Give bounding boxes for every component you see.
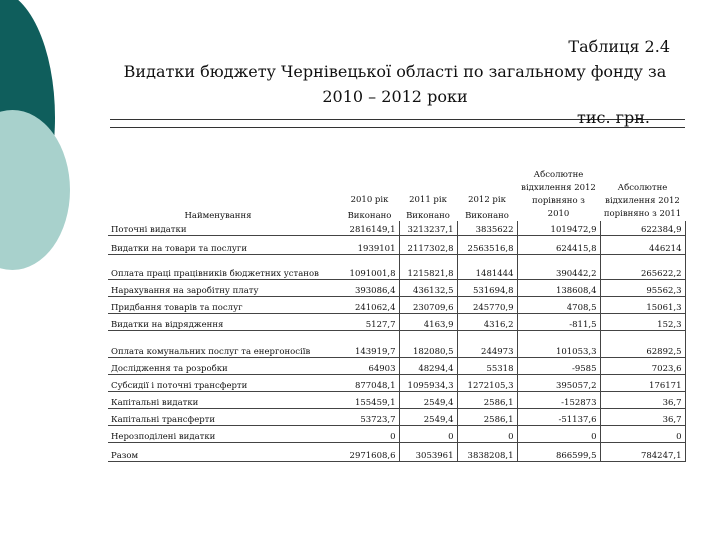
row-gap	[328, 313, 340, 330]
cell-2012: 0	[457, 425, 517, 442]
cell-2011: 0	[399, 425, 457, 442]
header-abs-2010: Абсолютне відхилення 2012 порівняно з 2010	[521, 170, 596, 219]
table-row	[108, 254, 685, 279]
cell-2011: 436132,5	[399, 279, 457, 296]
row-name: Субсидії і поточні трансферти	[108, 374, 328, 391]
cell-2011: 1215821,8	[399, 254, 457, 279]
cell-2012: 245770,9	[457, 296, 517, 313]
row-name: Капітальні трансферти	[108, 408, 328, 425]
table-row	[108, 279, 685, 296]
row-gap	[328, 235, 340, 254]
row-gap	[328, 425, 340, 442]
cell-abs-2011: 176171	[600, 374, 685, 391]
row-name: Нарахування на заробітну плату	[108, 279, 328, 296]
cell-abs-2010: 1019472,9	[517, 221, 600, 235]
unit-label: тис. грн.	[576, 108, 650, 127]
cell-2010: 1939101	[340, 235, 399, 254]
cell-2010: 877048,1	[340, 374, 399, 391]
header-2010: 2010 рік	[350, 195, 389, 205]
cell-2010: 143919,7	[340, 330, 399, 357]
header-done-2012: Виконано	[465, 211, 509, 221]
header-2012: 2012 рік	[468, 195, 506, 205]
row-gap	[328, 254, 340, 279]
cell-abs-2011: 784247,1	[600, 442, 685, 461]
cell-2011: 2549,4	[399, 391, 457, 408]
cell-abs-2011: 36,7	[600, 391, 685, 408]
row-name: Нерозподілені видатки	[108, 425, 328, 442]
cell-2010: 0	[340, 425, 399, 442]
row-gap	[328, 408, 340, 425]
cell-abs-2010: 101053,3	[517, 330, 600, 357]
row-gap	[328, 391, 340, 408]
row-gap	[328, 296, 340, 313]
cell-2012: 3838208,1	[457, 442, 517, 461]
page-title: Видатки бюджету Чернівецької області по загальному фонду за	[123, 62, 667, 81]
cell-abs-2011: 36,7	[600, 408, 685, 425]
header-2011: 2011 рік	[409, 195, 447, 205]
cell-2011: 48294,4	[399, 357, 457, 374]
cell-abs-2011: 15061,3	[600, 296, 685, 313]
divider	[110, 127, 685, 128]
header-done-2011: Виконано	[406, 211, 450, 221]
cell-2010: 2816149,1	[340, 221, 399, 235]
cell-abs-2011: 265622,2	[600, 254, 685, 279]
table-row	[108, 330, 685, 357]
row-gap	[328, 221, 340, 235]
cell-abs-2011: 95562,3	[600, 279, 685, 296]
header-name: Найменування	[184, 211, 252, 221]
cell-abs-2011: 622384,9	[600, 221, 685, 235]
cell-2012: 1481444	[457, 254, 517, 279]
cell-abs-2011: 7023,6	[600, 357, 685, 374]
table-row	[108, 374, 685, 391]
cell-abs-2010: 624415,8	[517, 235, 600, 254]
cell-2011: 3213237,1	[399, 221, 457, 235]
row-name: Оплата праці працівників бюджетних установ	[108, 254, 328, 279]
row-gap	[328, 330, 340, 357]
cell-2011: 3053961	[399, 442, 457, 461]
cell-abs-2010: -51137,6	[517, 408, 600, 425]
cell-abs-2010: 138608,4	[517, 279, 600, 296]
row-name: Оплата комунальних послуг та енергоносіїв	[108, 330, 328, 357]
cell-2012: 2586,1	[457, 408, 517, 425]
cell-2012: 55318	[457, 357, 517, 374]
table-row	[108, 235, 685, 254]
row-gap	[328, 357, 340, 374]
header-abs-2011: Абсолютне відхилення 2012 порівняно з 2011	[603, 183, 682, 219]
cell-2011: 230709,6	[399, 296, 457, 313]
cell-2010: 1091001,8	[340, 254, 399, 279]
cell-2010: 2971608,6	[340, 442, 399, 461]
table-row	[108, 357, 685, 374]
cell-2011: 4163,9	[399, 313, 457, 330]
cell-2011: 1095934,3	[399, 374, 457, 391]
cell-2010: 64903	[340, 357, 399, 374]
table-row	[108, 221, 685, 235]
cell-2012: 3835622	[457, 221, 517, 235]
cell-abs-2010: -9585	[517, 357, 600, 374]
cell-2012: 244973	[457, 330, 517, 357]
cell-2010: 155459,1	[340, 391, 399, 408]
decorative-light-circle	[0, 110, 70, 270]
row-name: Дослідження та розробки	[108, 357, 328, 374]
row-name: Видатки на відрядження	[108, 313, 328, 330]
cell-2011: 2117302,8	[399, 235, 457, 254]
cell-2012: 2586,1	[457, 391, 517, 408]
cell-2012: 531694,8	[457, 279, 517, 296]
budget-table	[108, 145, 686, 462]
table-row	[108, 391, 685, 408]
cell-abs-2010: 390442,2	[517, 254, 600, 279]
row-name: Разом	[108, 442, 328, 461]
cell-2011: 182080,5	[399, 330, 457, 357]
table-row	[108, 296, 685, 313]
row-name: Поточні видатки	[108, 221, 328, 235]
row-name: Капітальні видатки	[108, 391, 328, 408]
table-row	[108, 408, 685, 425]
cell-abs-2011: 152,3	[600, 313, 685, 330]
row-gap	[328, 279, 340, 296]
cell-abs-2010: 866599,5	[517, 442, 600, 461]
cell-2010: 241062,4	[340, 296, 399, 313]
table-row	[108, 313, 685, 330]
cell-abs-2010: 395057,2	[517, 374, 600, 391]
row-gap	[328, 442, 340, 461]
cell-abs-2010: -811,5	[517, 313, 600, 330]
table-number: Таблиця 2.4	[568, 37, 670, 56]
cell-2010: 393086,4	[340, 279, 399, 296]
cell-2012: 2563516,8	[457, 235, 517, 254]
table-row	[108, 442, 685, 461]
cell-abs-2011: 62892,5	[600, 330, 685, 357]
cell-abs-2010: 4708,5	[517, 296, 600, 313]
cell-abs-2010: -152873	[517, 391, 600, 408]
page-title-years: 2010 – 2012 роки	[322, 87, 468, 106]
cell-2011: 2549,4	[399, 408, 457, 425]
row-gap	[328, 374, 340, 391]
row-name: Видатки на товари та послуги	[108, 235, 328, 254]
cell-2010: 53723,7	[340, 408, 399, 425]
cell-2010: 5127,7	[340, 313, 399, 330]
table-row	[108, 425, 685, 442]
cell-2012: 1272105,3	[457, 374, 517, 391]
cell-abs-2010: 0	[517, 425, 600, 442]
cell-abs-2011: 446214	[600, 235, 685, 254]
row-name: Придбання товарів та послуг	[108, 296, 328, 313]
header-done-2010: Виконано	[347, 211, 392, 221]
cell-2012: 4316,2	[457, 313, 517, 330]
cell-abs-2011: 0	[600, 425, 685, 442]
